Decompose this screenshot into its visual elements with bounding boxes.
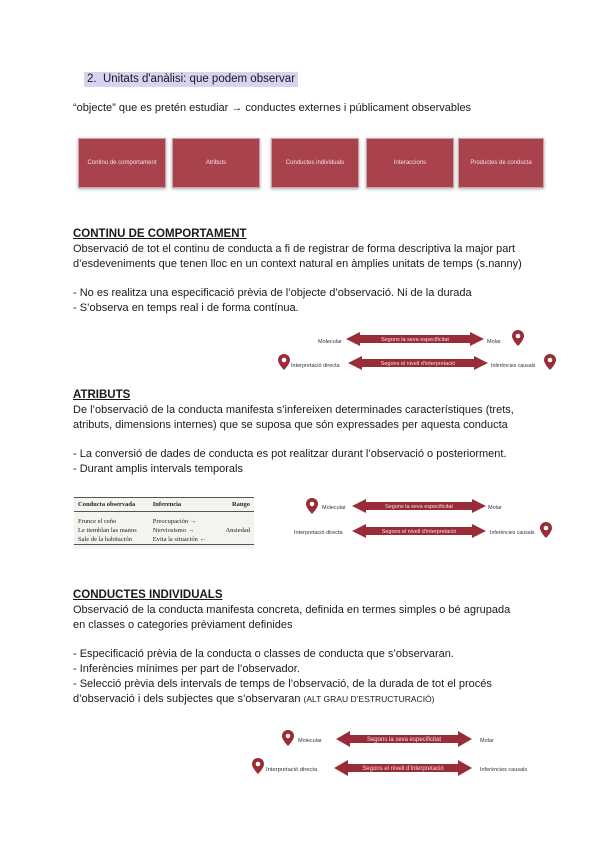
table-row: Frunce el ceño Preocupación → [78,518,197,525]
map-pin-icon [306,498,318,514]
continu-bullet-1: - No es realitza una especificació prèvia de l’objecte d’observació. Ni de la durada [73,287,472,299]
table-header: Conducta observada [74,498,149,512]
unit-box-productes: Productes de conducta [458,138,544,188]
atributs-desc-2: atributs, dimensions internes) que se suposa que són expressades per aquesta conducta [73,419,508,431]
diagram-row-top [282,730,494,747]
conductes-bullet-3a: - Selecció prèvia dels intervals de temps de l’observació, de la durada de tot el procés [73,678,492,690]
specificity-diagram-3 [252,728,550,784]
diagram-right-bottom: Inferències causals [490,530,535,536]
diagram-right-bottom: Inferències causals [491,363,536,369]
diagram-left-bottom: Interpretació directa [294,530,343,536]
section-heading [84,72,298,87]
diagram-row-top [318,330,524,346]
specificity-diagram-2 [294,496,556,548]
arrow-left-icon: ← [199,536,207,543]
diagram-arrow-top: Segons la seva especificitat [381,337,449,343]
arrow-right-icon: → [189,518,197,525]
continu-desc-1: Observació de tot el continu de conducta a fi de registrar de forma descriptiva la major part [73,243,516,255]
unit-box-continu: Continu de comportament [78,138,166,188]
section-number: 2. [87,73,97,85]
table-header: Inferencia [149,498,218,512]
map-pin-icon [282,730,294,746]
atributs-title: ATRIBUTS [73,389,131,401]
diagram-row-top [306,498,502,514]
continu-bullet-2: - S’observa en temps real i de forma contínua. [73,302,299,314]
diagram-row-bottom [252,758,527,776]
conductes-title: CONDUCTES INDIVIDUALS [73,589,223,601]
atributs-desc-1: De l’observació de la conducta manifesta s’infereixen determinades característiques (trets, [73,404,514,416]
conductes-bullet-2: - Inferències mínimes per part de l’observador. [73,663,300,675]
section-title: Unitats d'anàlisi: que podem observar [102,73,296,85]
inference-table [74,497,254,549]
diagram-left-top: Molecular [298,738,322,744]
arrow-right-icon: → [187,527,195,534]
diagram-right-top: Molar [480,738,494,744]
continu-desc-2: d’esdeveniments que tenen lloc en un context natural en àmplies unitats de temps (s.nanny) [73,258,522,270]
diagram-left-bottom: Interpretació directa [266,767,318,773]
table-row: Le tiemblan las manos Nerviosismo → Ansiedad [78,527,250,534]
structuring-note: (ALT GRAU D’ESTRUCTURACIÓ) [303,694,435,704]
section-intro: “objecte” que es pretén estudiar → conductes externes i públicament observables [73,102,472,114]
conductes-bullet-3b: d’observació i dels subjectes que s’observaran (ALT GRAU D’ESTRUCTURACIÓ) [73,693,435,705]
map-pin-icon [512,330,524,346]
diagram-right-top: Molar [487,339,501,345]
diagram-arrow-top: Segons la seva especificitat [385,504,453,510]
diagram-arrow-bottom: Segons el nivell d’interpretació [381,529,457,535]
map-pin-icon [544,354,556,370]
map-pin-icon [278,354,290,370]
continu-title: CONTINU DE COMPORTAMENT [73,228,247,240]
conductes-bullet-1: - Especificació prèvia de la conducta o classes de conducta que s’observaran. [73,648,454,660]
atributs-bullet-1: - La conversió de dades de conducta es pot realitzar durant l’observació o posteriorment. [73,448,507,460]
conductes-desc-1: Observació de la conducta manifesta concreta, definida en termes simples o bé agrupada [73,604,511,616]
diagram-right-bottom: Inferències causals [480,767,528,773]
unit-box-atributs: Atributs [172,138,260,188]
diagram-row-bottom [278,354,556,370]
atributs-bullet-2: - Durant amplis intervals temporals [73,463,243,475]
diagram-arrow-top: Segons la seva especificitat [366,737,442,743]
map-pin-icon [540,522,552,538]
diagram-left-bottom: Interpretació directa [291,363,340,369]
unit-box-conductes: Conductes individuals [271,138,359,188]
specificity-diagram-1 [278,326,558,378]
diagram-row-bottom [294,522,552,538]
diagram-left-top: Molecular [318,339,342,345]
unit-box-interaccions: Interaccions [366,138,454,188]
diagram-arrow-bottom: Segons el nivell d’interpretació [362,766,444,772]
diagram-arrow-bottom: Segons el nivell d’interpretació [380,361,456,367]
table-header: Rango [217,498,254,512]
map-pin-icon [252,758,264,774]
table-row: Sale de la habitación Evita la situación ← [74,535,254,545]
diagram-left-top: Molecular [322,505,346,511]
diagram-right-top: Molar [488,505,502,511]
conductes-desc-2: en classes o categories prèviament definides [73,619,293,631]
